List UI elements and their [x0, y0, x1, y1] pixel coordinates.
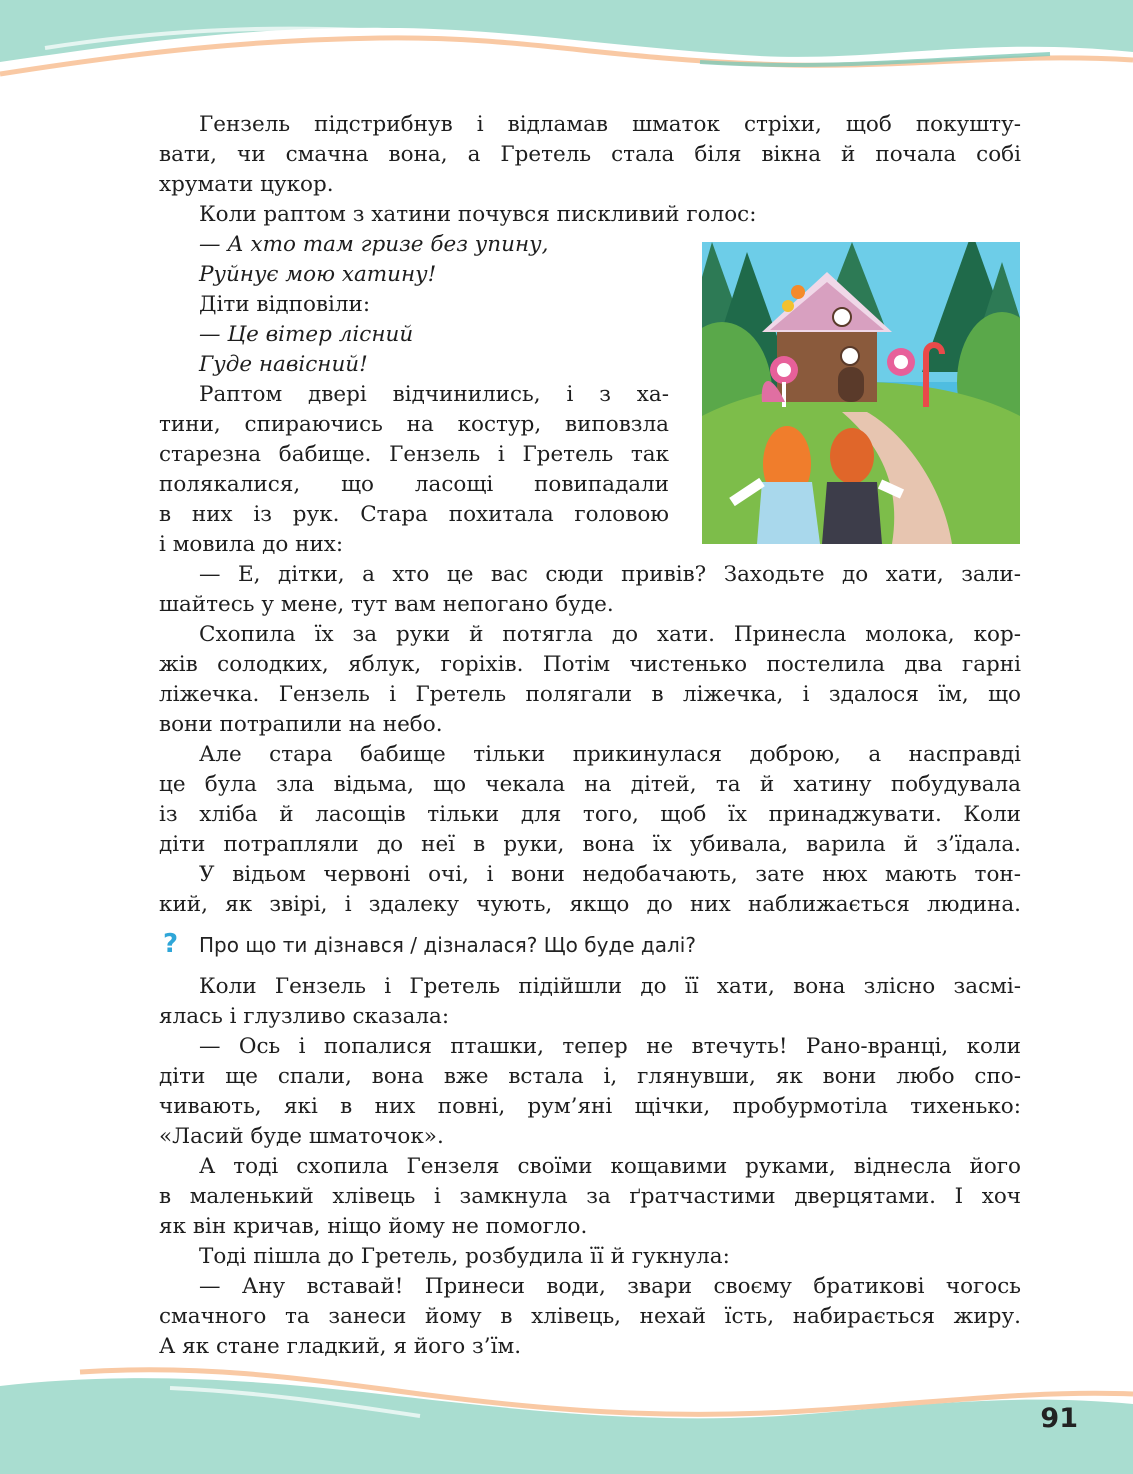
question-text: Про що ти дізнався / дізналася? Що буде далі?: [199, 933, 696, 957]
paragraph: Діти відповіли:: [199, 292, 371, 317]
paragraph: Гензель підстрибнув і відламав шматок стріхи, щоб покушту- вати, чи смачна вона, а Гретель стала біля вікна й почала собі хрумати цукор.: [159, 112, 1021, 197]
paragraph: — Ану вставай! Принеси води, звари своєму братикові чогось смачного та занеси йому в хлівець, нехай їсть, набирається жиру. А як стане гладкий, я його з’їм.: [159, 1274, 1021, 1359]
question-prompt: [159, 930, 1021, 960]
paragraph: Раптом двері відчинились, і з ха- тини, спираючись на костур, виповзла старезна бабище. Гензель і Гретель так полякалися, що ласощі повипадали в них із рук. Стара похитала головою і мовила до них:: [159, 382, 669, 557]
paragraph: Але стара бабище тільки прикинулася доброю, а насправді це була зла відьма, що чекала на дітей, та й хатину побудувала із хліба й ласощів тільки для того, щоб їх принаджувати. Коли діти потрапляли до неї в руки, вона їх убивала, варила й з’їдала.: [159, 742, 1021, 857]
paragraph: У відьом червоні очі, і вони недобачають, зате нюх мають тон- кий, як звірі, і здалеку чують, якщо до них наближається людина.: [159, 862, 1021, 917]
verse: — А хто там гризе без упину, Руйнує мою хатину!: [199, 232, 549, 287]
paragraph: Коли Гензель і Гретель підійшли до її хати, вона злісно засмі- ялась і глузливо сказала:: [159, 974, 1021, 1029]
top-wave-decoration: [0, 0, 1133, 90]
paragraph: Схопила їх за руки й потягла до хати. Принесла молока, кор- жів солодких, яблук, горіхів. Потім чистенько постелила два гарні ліжечка. Гензель і Гретель полягали в ліжечка, і здалося їм, що вони потрапили на небо.: [159, 622, 1021, 737]
paragraph: Коли раптом з хатини почувся пискливий голос:: [199, 202, 757, 227]
paragraph: Тоді пішла до Гретель, розбудила її й гукнула:: [199, 1244, 730, 1269]
gingerbread-house-illustration: [702, 242, 1020, 544]
paragraph: — Ось і попалися пташки, тепер не втечуть! Рано-вранці, коли діти ще спали, вона вже встала і, глянувши, як вони любо спо- чивають, які в них повні, рум’яні щічки, пробурмотіла тихенько: «Ласий буде шматочок».: [159, 1034, 1021, 1149]
page-number: 91: [1040, 1403, 1078, 1434]
paragraph: — Е, дітки, а хто це вас сюди привів? Заходьте до хати, зали- шайтесь у мене, тут вам непогано буде.: [159, 562, 1021, 617]
paragraph: А тоді схопила Гензеля своїми кощавими руками, віднесла його в маленький хлівець і замкнула за ґратчастими дверцятами. І хоч як він кричав, ніщо йому не помогло.: [159, 1154, 1021, 1239]
question-mark-icon: ?: [163, 929, 179, 959]
verse: — Це вітер лісний Гуде навісний!: [199, 322, 414, 377]
bottom-wave-decoration: [0, 1364, 1133, 1474]
